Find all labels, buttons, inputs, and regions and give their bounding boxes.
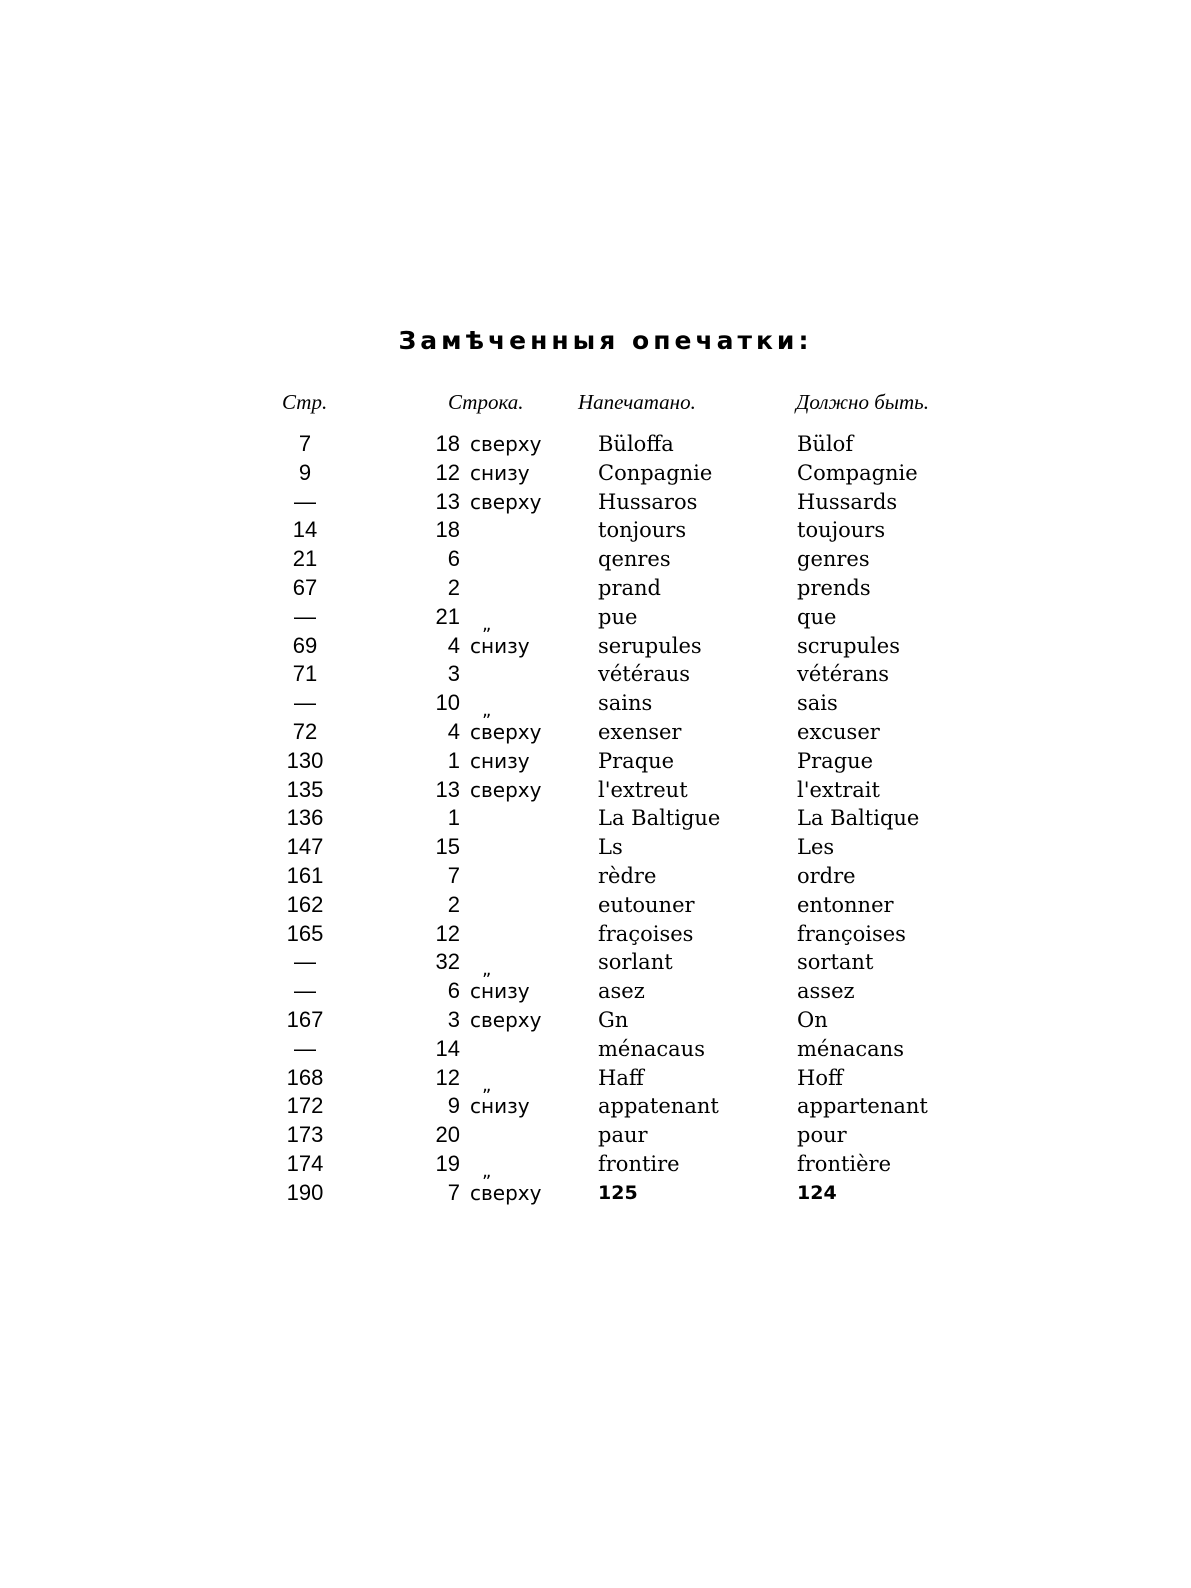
cell-printed: Praque <box>598 748 675 773</box>
cell-line: 20 <box>435 1122 460 1148</box>
cell-printed: frontire <box>598 1151 680 1176</box>
cell-page: 162 <box>286 891 324 917</box>
cell-printed: serupules <box>598 633 702 658</box>
cell-page: 72 <box>292 718 318 744</box>
cell-page: 21 <box>292 546 318 572</box>
cell-direction: сверху <box>470 719 542 744</box>
cell-direction: сверху <box>470 432 542 456</box>
cell-direction: снизу <box>470 460 530 485</box>
table-row <box>0 979 1191 1008</box>
cell-direction: снизу <box>470 633 530 658</box>
table-row <box>0 1094 1191 1123</box>
table-row <box>0 1037 1191 1066</box>
cell-page: 161 <box>286 862 324 888</box>
errata-table <box>0 432 1191 1210</box>
cell-line: 2 <box>447 574 460 600</box>
cell-correct: vétérans <box>797 662 890 687</box>
table-row <box>0 950 1191 979</box>
cell-direction: „ <box>482 1074 492 1096</box>
table-row <box>0 1152 1191 1181</box>
cell-line: 15 <box>435 834 460 860</box>
table-row <box>0 576 1191 605</box>
header-printed: Напечатано. <box>578 390 696 414</box>
cell-direction: „ <box>482 1160 492 1182</box>
header-page: Стр. <box>282 390 328 414</box>
cell-page: 167 <box>286 1006 324 1032</box>
cell-line: 10 <box>435 690 460 716</box>
cell-correct: scrupules <box>797 633 900 658</box>
cell-line: 18 <box>435 431 460 456</box>
cell-line: 18 <box>435 517 460 543</box>
cell-printed: Conpagnie <box>598 460 713 485</box>
cell-page: — <box>294 488 316 514</box>
cell-correct: Hoff <box>797 1065 843 1090</box>
cell-line: 13 <box>435 488 460 514</box>
cell-page: 136 <box>286 805 324 831</box>
table-row <box>0 893 1191 922</box>
cell-line: 6 <box>447 546 460 572</box>
cell-printed: Gn <box>598 1007 629 1032</box>
cell-correct: appartenant <box>797 1094 928 1119</box>
cell-printed: sains <box>598 691 653 716</box>
cell-correct: Hussards <box>797 489 898 514</box>
cell-line: 4 <box>447 718 460 744</box>
cell-correct: 124 <box>797 1181 837 1204</box>
cell-printed: exenser <box>598 719 682 744</box>
cell-direction: „ <box>482 700 492 722</box>
cell-correct: que <box>797 604 837 629</box>
cell-correct: ordre <box>797 863 856 888</box>
cell-page: 71 <box>292 661 318 687</box>
cell-page: 165 <box>286 920 324 946</box>
cell-line: 7 <box>447 862 460 888</box>
cell-direction: снизу <box>470 979 530 1004</box>
cell-printed: pue <box>598 604 638 629</box>
table-row <box>0 806 1191 835</box>
cell-page: 135 <box>286 776 324 802</box>
cell-correct: prends <box>797 575 871 600</box>
cell-page: 7 <box>298 431 312 456</box>
cell-correct: ménacans <box>797 1036 904 1061</box>
table-row <box>0 634 1191 663</box>
table-row <box>0 864 1191 893</box>
table-row <box>0 662 1191 691</box>
cell-line: 19 <box>435 1150 460 1176</box>
cell-line: 3 <box>447 661 460 687</box>
cell-page: 173 <box>286 1122 324 1148</box>
table-row <box>0 749 1191 778</box>
cell-printed: asez <box>598 979 645 1004</box>
cell-line: 1 <box>447 805 460 831</box>
cell-page: 147 <box>286 834 324 860</box>
table-row <box>0 490 1191 519</box>
cell-correct: sortant <box>797 950 874 975</box>
cell-correct: Bülof <box>797 432 854 456</box>
cell-page: — <box>294 1035 316 1061</box>
cell-correct: Les <box>797 835 835 860</box>
table-row <box>0 605 1191 634</box>
cell-line: 2 <box>447 891 460 917</box>
cell-direction: сверху <box>470 1007 542 1032</box>
cell-direction: сверху <box>470 1180 542 1205</box>
cell-page: 14 <box>292 517 318 543</box>
table-row <box>0 778 1191 807</box>
cell-printed: prand <box>598 575 661 600</box>
cell-page: — <box>294 690 316 716</box>
cell-printed: qenres <box>598 547 671 572</box>
cell-correct: pour <box>797 1123 847 1148</box>
cell-correct: frontière <box>797 1151 892 1176</box>
cell-page: — <box>294 978 316 1004</box>
cell-page: 172 <box>286 1093 324 1119</box>
table-row <box>0 461 1191 490</box>
table-row <box>0 547 1191 576</box>
table-row <box>0 835 1191 864</box>
cell-line: 13 <box>435 776 460 802</box>
table-row <box>0 1123 1191 1152</box>
cell-printed: sorlant <box>598 950 673 975</box>
cell-printed: Ls <box>598 835 623 860</box>
table-row <box>0 1008 1191 1037</box>
cell-page: 190 <box>286 1179 324 1205</box>
cell-printed: ménacaus <box>598 1036 705 1061</box>
cell-line: 12 <box>435 1064 460 1090</box>
cell-correct: genres <box>797 547 870 572</box>
cell-correct: sais <box>797 691 838 716</box>
cell-line: 4 <box>447 632 460 658</box>
cell-correct: On <box>797 1007 828 1032</box>
cell-line: 32 <box>435 949 460 975</box>
cell-direction: снизу <box>470 1094 530 1119</box>
cell-page: 9 <box>298 459 312 485</box>
cell-printed: 125 <box>598 1181 638 1204</box>
cell-printed: eutouner <box>598 892 695 917</box>
cell-page: 174 <box>286 1150 324 1176</box>
cell-page: — <box>294 603 316 629</box>
cell-page: 168 <box>286 1064 324 1090</box>
header-line: Строка. <box>448 390 524 414</box>
table-row <box>0 922 1191 951</box>
cell-line: 12 <box>435 459 460 485</box>
cell-printed: Bülоffa <box>598 432 674 456</box>
cell-printed: La Baltigue <box>598 806 721 831</box>
cell-correct: entonner <box>797 892 894 917</box>
cell-printed: vétéraus <box>598 662 691 687</box>
cell-correct: Prague <box>797 748 874 773</box>
cell-page: 130 <box>286 747 324 773</box>
table-row <box>0 1181 1191 1210</box>
table-header <box>0 390 1191 420</box>
cell-printed: l'extreut <box>598 777 688 802</box>
cell-line: 3 <box>447 1006 460 1032</box>
cell-line: 6 <box>447 978 460 1004</box>
cell-direction: „ <box>482 613 492 635</box>
cell-page: 69 <box>292 632 318 658</box>
cell-correct: toujours <box>797 518 886 543</box>
cell-printed: tonjours <box>598 518 687 543</box>
cell-direction: „ <box>482 959 492 981</box>
cell-printed: rèdre <box>598 863 657 888</box>
cell-page: 67 <box>292 574 318 600</box>
table-row <box>0 518 1191 547</box>
cell-correct: assez <box>797 979 855 1004</box>
cell-line: 7 <box>447 1179 460 1205</box>
cell-correct: l'extrait <box>797 777 880 802</box>
cell-direction: сверху <box>470 777 542 802</box>
page-title: Замѣченныя опечатки: <box>398 326 813 355</box>
cell-direction: сверху <box>470 489 542 514</box>
cell-page: — <box>294 949 316 975</box>
table-row <box>0 691 1191 720</box>
cell-correct: excuser <box>797 719 880 744</box>
cell-printed: paur <box>598 1123 648 1148</box>
cell-printed: fraçoises <box>598 921 694 946</box>
cell-printed: appatenant <box>598 1094 719 1119</box>
cell-line: 1 <box>447 747 460 773</box>
cell-direction: снизу <box>470 748 530 773</box>
cell-printed: Haff <box>598 1065 644 1090</box>
table-row <box>0 1066 1191 1095</box>
table-row <box>0 720 1191 749</box>
header-correct: Должно быть. <box>796 390 929 414</box>
cell-correct: La Baltique <box>797 806 920 831</box>
cell-printed: Hussaros <box>598 489 698 514</box>
table-row <box>0 432 1191 461</box>
cell-line: 14 <box>435 1035 460 1061</box>
cell-correct: Compagnie <box>797 460 918 485</box>
cell-line: 9 <box>447 1093 460 1119</box>
cell-correct: françoises <box>797 921 906 946</box>
cell-line: 12 <box>435 920 460 946</box>
cell-line: 21 <box>435 603 460 629</box>
